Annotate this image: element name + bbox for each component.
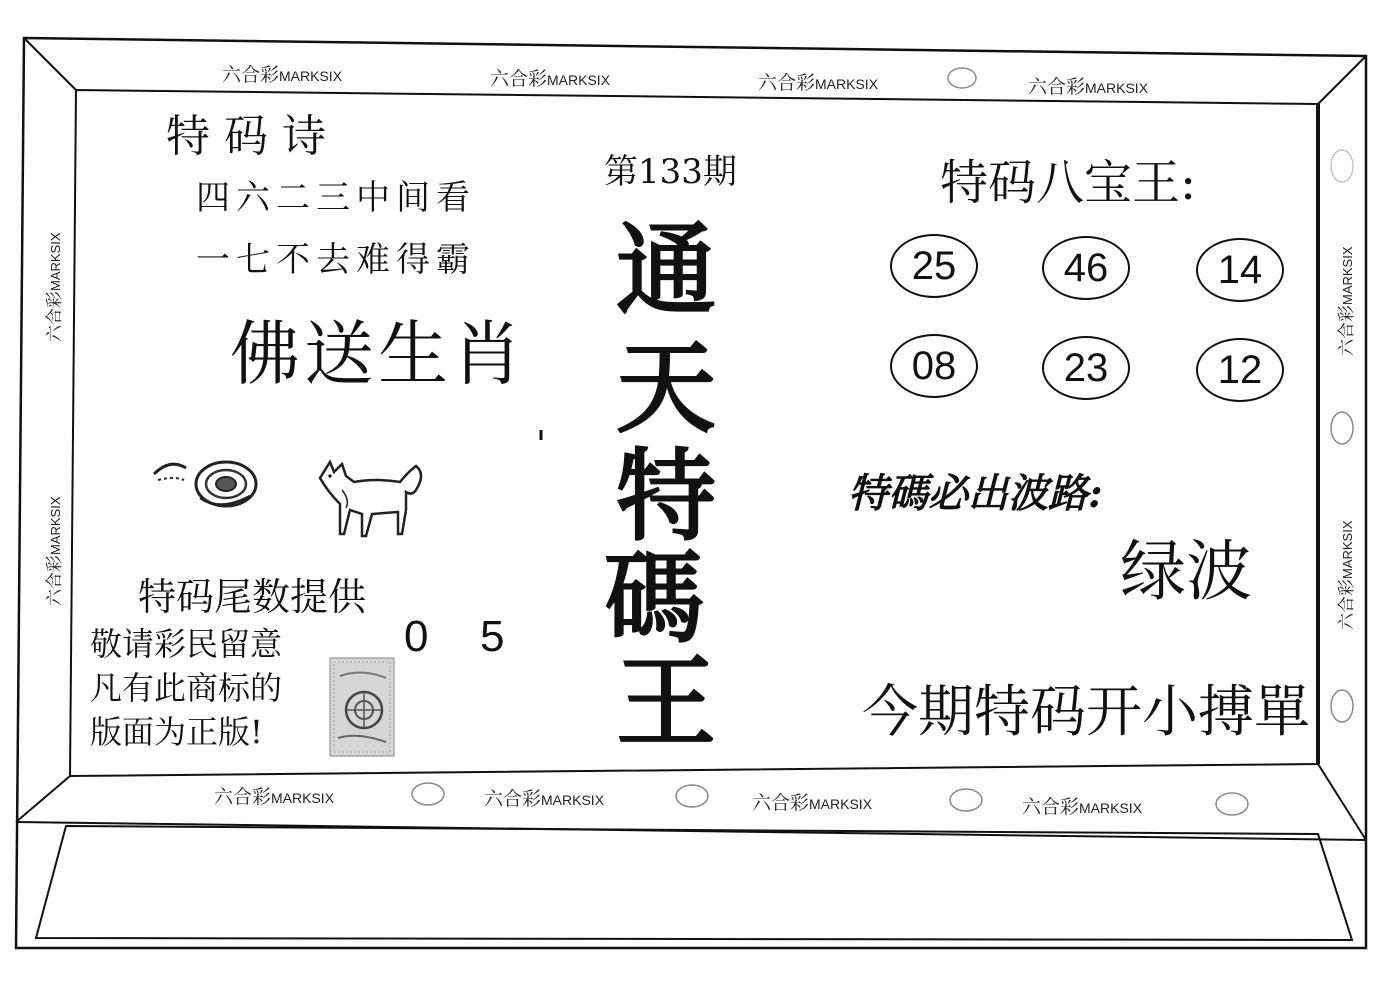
notice-line-3: 版面为正版! [90, 713, 263, 751]
watermark-bottom-1: 六合彩MARKSIX [214, 786, 335, 808]
notice-line-2: 凡有此商标的 [90, 669, 283, 707]
watermark-left-1: 六合彩MARKSIX [45, 232, 65, 342]
watermark-right-1: 六合彩MARKSIX [1337, 246, 1357, 356]
main-title-char-5: 王 [616, 643, 716, 761]
number-ball: 12 [1196, 338, 1284, 402]
bevel-line [1318, 764, 1366, 840]
watermark-bottom-2: 六合彩MARKSIX [484, 788, 605, 810]
watermark-top-3: 六合彩MARKSIX [758, 72, 879, 94]
main-title-char-2: 天 [616, 329, 716, 447]
eight-treasure-title: 特码八宝王: [940, 155, 1197, 211]
zodiac-gift-heading: 佛送生肖 [230, 313, 526, 395]
band-dot [1216, 793, 1248, 815]
number-ball: 23 [1042, 336, 1130, 400]
watermark-left-2: 六合彩MARKSIX [45, 496, 65, 606]
tail-number-title: 特码尾数提供 [138, 575, 367, 619]
band-dot [950, 789, 982, 811]
band-dot [412, 783, 444, 805]
number-ball: 08 [890, 334, 978, 398]
band-dot [1331, 412, 1353, 444]
watermark-top-2: 六合彩MARKSIX [490, 68, 611, 90]
authenticity-notice [90, 622, 282, 754]
wave-label: 特碼必出波路: [848, 470, 1103, 517]
number-ball: 25 [890, 234, 978, 298]
watermark-bottom-4: 六合彩MARKSIX [1022, 796, 1143, 818]
number-ball: 46 [1042, 236, 1130, 300]
watermark-top-1: 六合彩MARKSIX [222, 64, 343, 86]
bevel-line [1318, 56, 1366, 104]
trademark-stamp [328, 656, 396, 758]
number-ball: 14 [1196, 238, 1284, 302]
this-issue-tip: 今期特码开小搏單 [862, 680, 1310, 745]
bottom-band-line [16, 822, 1366, 840]
watermark-bottom-3: 六合彩MARKSIX [752, 792, 873, 814]
main-title-char-1: 通 [616, 211, 716, 329]
bevel-line [24, 38, 76, 90]
lower-trapezoid [36, 826, 1352, 940]
dog-illustration [316, 452, 428, 540]
watermark-right-2: 六合彩MARKSIX [1337, 520, 1357, 630]
snake-coil-illustration [150, 450, 260, 516]
band-dot [1331, 690, 1353, 722]
band-dot [948, 68, 976, 88]
poem-line-2: 一七不去难得霸 [196, 240, 476, 280]
band-dot [676, 785, 708, 807]
notice-line-1: 敬请彩民留意 [90, 625, 283, 663]
poem-title: 特码诗 [166, 111, 340, 162]
main-title-char-3: 特 [616, 437, 716, 555]
band-dot [1331, 150, 1353, 182]
tail-digit-1: 0 [404, 612, 429, 661]
poem-line-1: 四六二三中间看 [196, 178, 476, 218]
bevel-line [16, 776, 70, 822]
tail-digit-2: 5 [480, 612, 505, 661]
watermark-top-4: 六合彩MARKSIX [1028, 76, 1149, 98]
issue-number: 第133期 [604, 152, 737, 192]
wave-value: 绿波 [1120, 533, 1252, 610]
main-title-char-4: 碼 [604, 539, 704, 657]
